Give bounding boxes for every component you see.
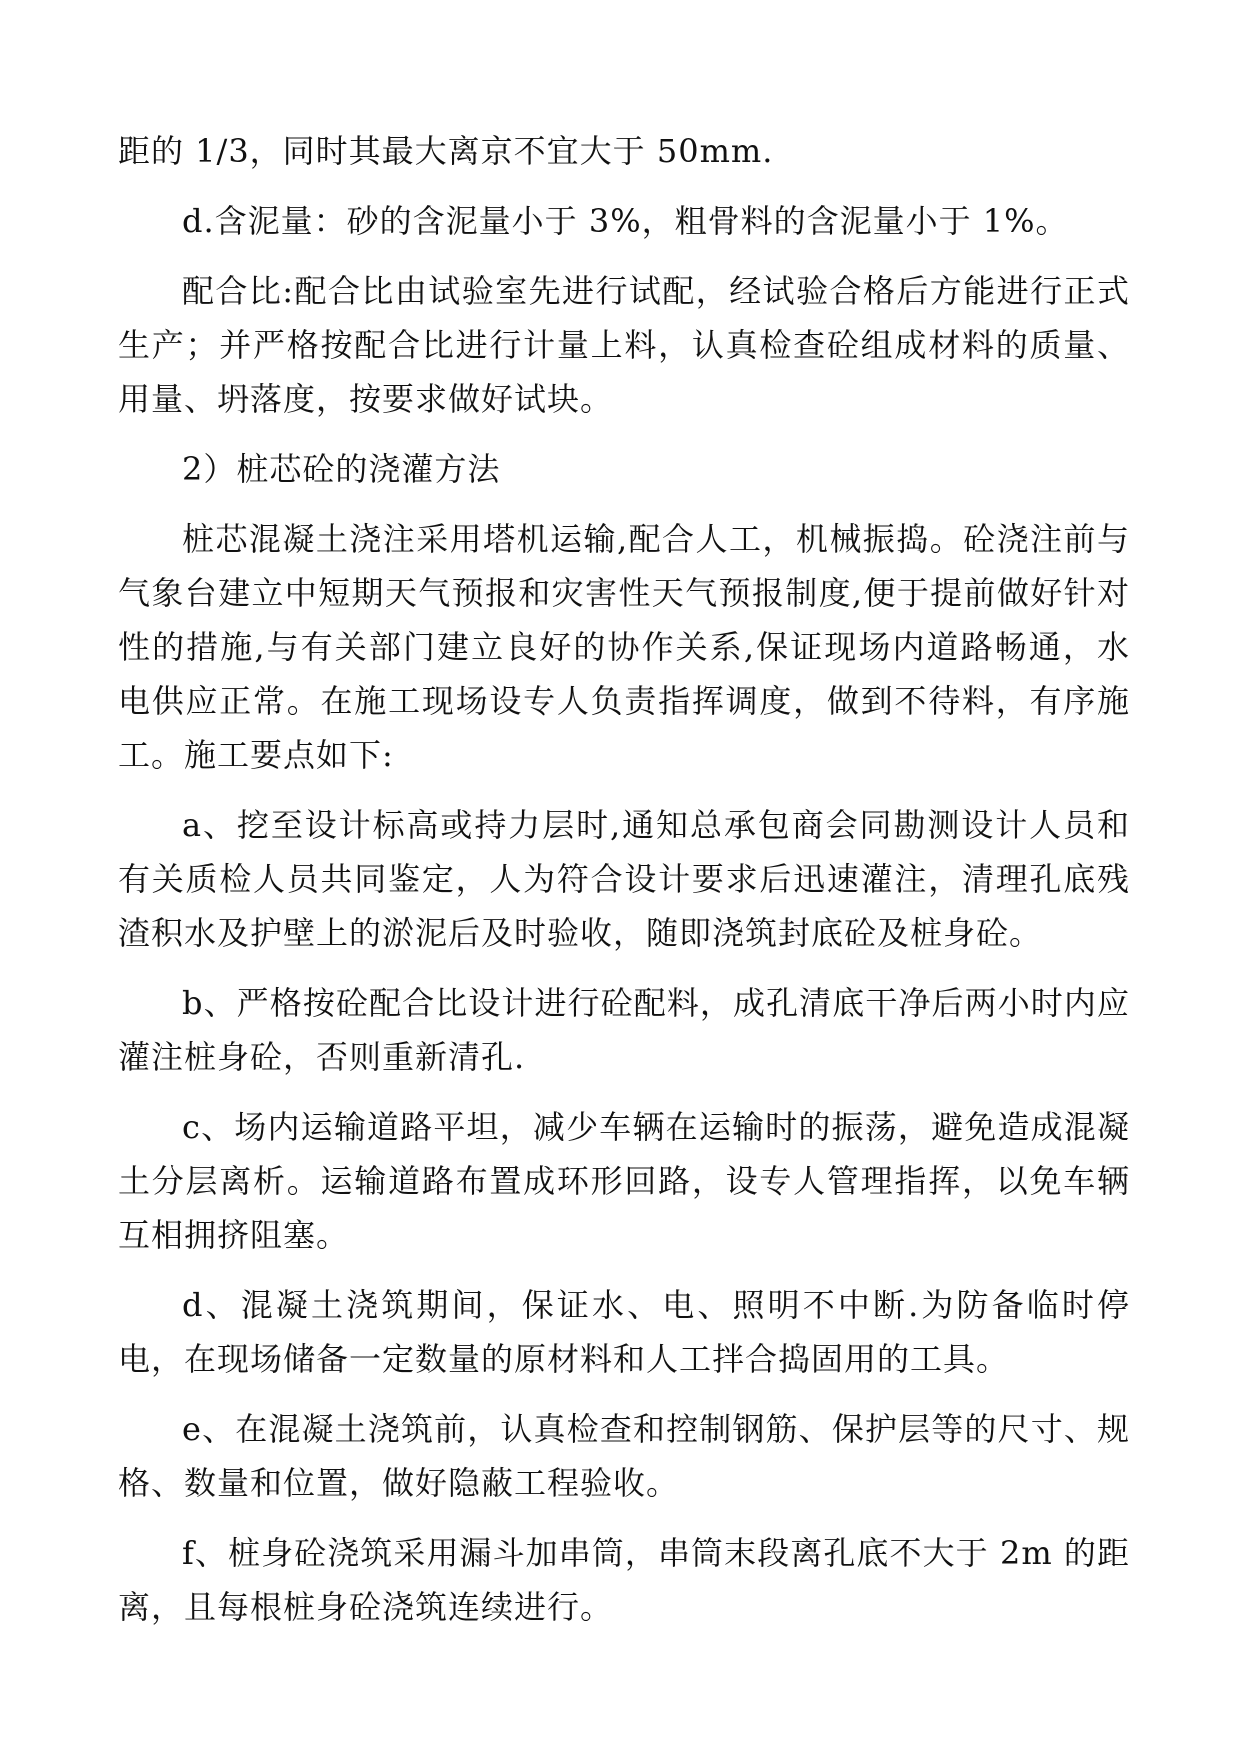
paragraph-mix-ratio: 配合比:配合比由试验室先进行试配，经试验合格后方能进行正式生产；并严格按配合比进行计量上料，认真检查砼组成材料的质量、用量、坍落度，按要求做好试块。 — [118, 272, 1130, 418]
list-item-f: f、桩身砼浇筑采用漏斗加串筒，串筒末段离孔底不大于 2m 的距离，且每根桩身砼浇筑连续进行。 — [118, 1534, 1130, 1626]
list-item-e: e、在混凝土浇筑前，认真检查和控制钢筋、保护层等的尺寸、规格、数量和位置，做好隐蔽工程验收。 — [118, 1410, 1130, 1502]
paragraph-continuation: 距的 1/3，同时其最大离京不宜大于 50mm. — [118, 132, 774, 170]
list-item-d: d、混凝土浇筑期间，保证水、电、照明不中断.为防备临时停电，在现场储备一定数量的原材料和人工拌合捣固用的工具。 — [118, 1286, 1130, 1378]
paragraph-pouring-overview: 桩芯混凝土浇注采用塔机运输,配合人工，机械振捣。砼浇注前与气象台建立中短期天气预报和灾害性天气预报制度,便于提前做好针对性的措施,与有关部门建立良好的协作关系,保证现场内道路畅通，水电供应正常。在施工现场设专人负责指挥调度，做到不待料，有序施工。施工要点如下: — [118, 520, 1130, 774]
section-heading-pouring-method: 2）桩芯砼的浇灌方法 — [182, 450, 501, 488]
list-item-b: b、严格按砼配合比设计进行砼配料，成孔清底干净后两小时内应灌注桩身砼，否则重新清孔. — [118, 984, 1130, 1076]
list-item-c: c、场内运输道路平坦，减少车辆在运输时的振荡，避免造成混凝土分层离析。运输道路布置成环形回路，设专人管理指挥，以免车辆互相拥挤阻塞。 — [118, 1108, 1130, 1254]
paragraph-mud-content: d.含泥量：砂的含泥量小于 3%，粗骨料的含泥量小于 1%。 — [182, 202, 1069, 240]
list-item-a: a、挖至设计标高或持力层时,通知总承包商会同勘测设计人员和有关质检人员共同鉴定，人为符合设计要求后迅速灌注，清理孔底残渣积水及护壁上的淤泥后及时验收，随即浇筑封底砼及桩身砼。 — [118, 806, 1130, 952]
document-body — [118, 124, 1130, 1650]
